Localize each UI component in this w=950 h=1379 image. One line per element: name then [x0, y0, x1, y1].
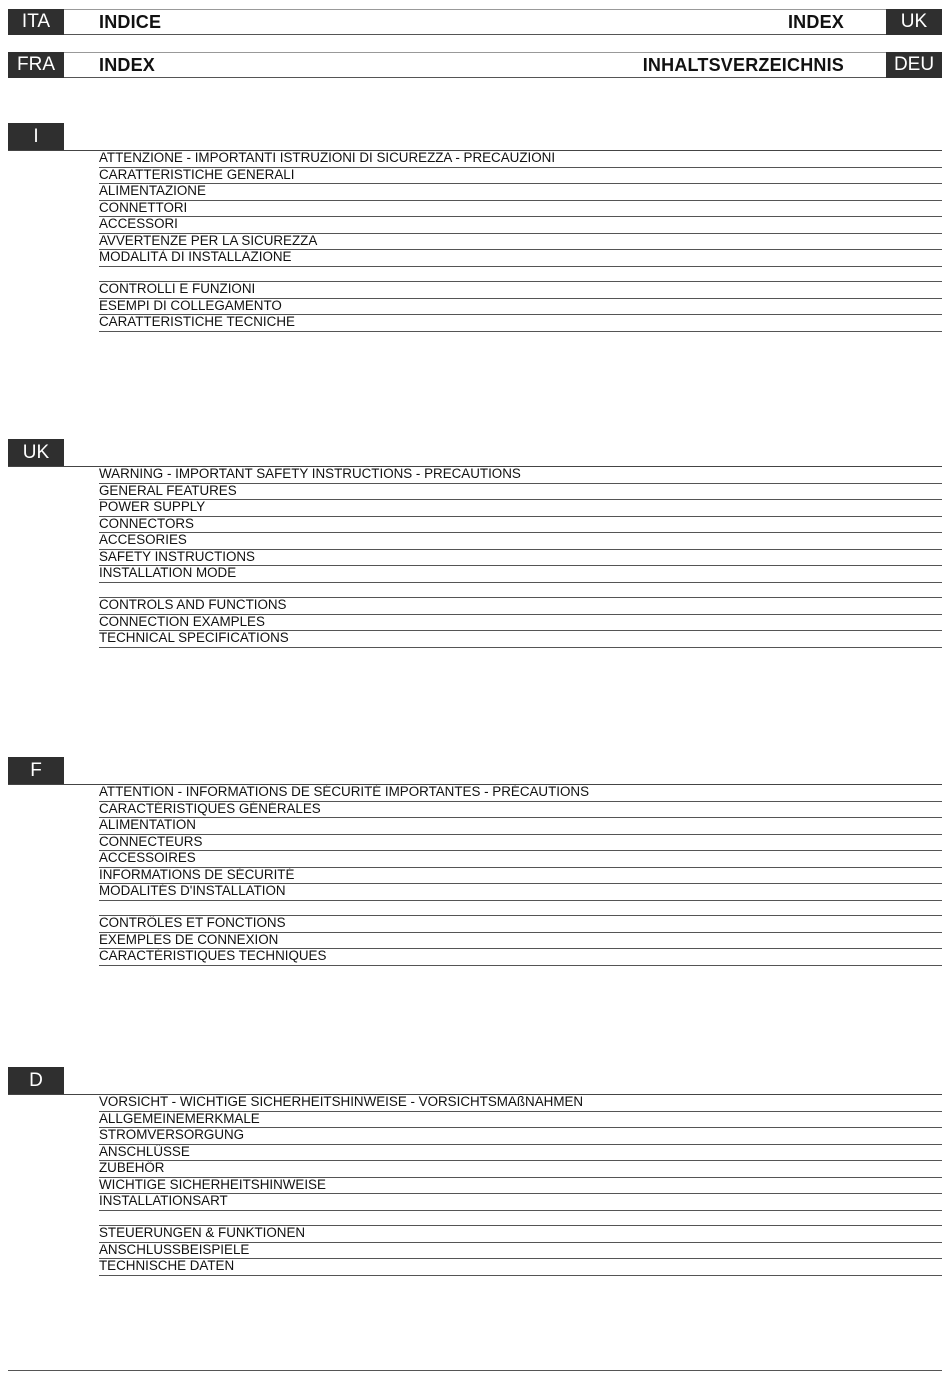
header-title-index-fra: INDEX	[99, 55, 156, 75]
header-title-inhaltsverzeichnis: INHALTSVERZEICHNIS	[642, 55, 844, 75]
toc-item[interactable]: MODALITÀ DI INSTALLAZIONE	[99, 250, 942, 267]
language-tag-deu: DEU	[886, 52, 942, 78]
toc-item[interactable]: WICHTIGE SICHERHEITSHINWEISE	[99, 1178, 942, 1195]
toc-item[interactable]: ALIMENTATION	[99, 818, 942, 835]
section-german	[8, 1067, 942, 1276]
toc-item[interactable]: CONTROLS AND FUNCTIONS	[99, 598, 942, 615]
toc-item[interactable]: ACCESSOIRES	[99, 851, 942, 868]
toc-item[interactable]: ALLGEMEINEMERKMALE	[99, 1112, 942, 1129]
toc-item[interactable]: EXEMPLES DE CONNEXION	[99, 933, 942, 950]
section-italian	[8, 123, 942, 332]
section-english	[8, 439, 942, 648]
toc-item[interactable]: ACCESORIES	[99, 533, 942, 550]
section-header	[8, 757, 942, 785]
header-ita-uk	[8, 9, 942, 35]
section-header	[8, 123, 942, 151]
toc-item[interactable]: STEUERUNGEN & FUNKTIONEN	[99, 1226, 942, 1243]
header-fra-deu	[8, 52, 942, 78]
toc-item[interactable]: TECHNISCHE DATEN	[99, 1259, 942, 1276]
footer-rule	[8, 1370, 942, 1371]
toc-spacer	[99, 1211, 942, 1227]
toc-item[interactable]: CONNETTORI	[99, 201, 942, 218]
toc-list	[99, 1095, 942, 1276]
toc-item[interactable]: ATTENTION - INFORMATIONS DE SÉCURITÉ IMPORTANTES - PRÉCAUTIONS	[99, 785, 942, 802]
toc-item[interactable]: AVVERTENZE PER LA SICUREZZA	[99, 234, 942, 251]
toc-spacer	[99, 901, 942, 917]
toc-item[interactable]: ATTENZIONE - IMPORTANTI ISTRUZIONI DI SICUREZZA - PRECAUZIONI	[99, 151, 942, 168]
toc-item[interactable]: INSTALLATIONSART	[99, 1194, 942, 1211]
toc-item[interactable]: CARACTÉRISTIQUES TECHNIQUES	[99, 949, 942, 966]
toc-list	[99, 785, 942, 966]
toc-item[interactable]: TECHNICAL SPECIFICATIONS	[99, 631, 942, 648]
toc-list	[99, 151, 942, 332]
header-title-indice: INDICE	[99, 12, 162, 32]
section-tag-i: I	[8, 123, 64, 150]
section-header	[8, 439, 942, 467]
section-tag-f: F	[8, 757, 64, 784]
toc-item[interactable]: CONNECTEURS	[99, 835, 942, 852]
toc-item[interactable]: ANSCHLÜSSE	[99, 1145, 942, 1162]
toc-item[interactable]: WARNING - IMPORTANT SAFETY INSTRUCTIONS - PRECAUTIONS	[99, 467, 942, 484]
section-header	[8, 1067, 942, 1095]
toc-spacer	[99, 267, 942, 283]
toc-item[interactable]: INFORMATIONS DE SÉCURITÉ	[99, 868, 942, 885]
toc-item[interactable]: SAFETY INSTRUCTIONS	[99, 550, 942, 567]
language-tag-ita: ITA	[8, 9, 64, 35]
toc-item[interactable]: GENERAL FEATURES	[99, 484, 942, 501]
section-french	[8, 757, 942, 966]
toc-item[interactable]: MODALITÉS D'INSTALLATION	[99, 884, 942, 901]
toc-spacer	[99, 583, 942, 599]
toc-item[interactable]: CONTROLLI E FUNZIONI	[99, 282, 942, 299]
toc-item[interactable]: CONNECTION EXAMPLES	[99, 615, 942, 632]
toc-item[interactable]: ANSCHLUSSBEISPIELE	[99, 1243, 942, 1260]
toc-item[interactable]: CARATTERISTICHE GENERALI	[99, 168, 942, 185]
toc-item[interactable]: CARACTÉRISTIQUES GÉNÉRALES	[99, 802, 942, 819]
toc-item[interactable]: STROMVERSORGUNG	[99, 1128, 942, 1145]
toc-item[interactable]: ZUBEHÖR	[99, 1161, 942, 1178]
toc-item[interactable]: INSTALLATION MODE	[99, 566, 942, 583]
language-tag-fra: FRA	[8, 52, 64, 78]
toc-item[interactable]: ACCESSORI	[99, 217, 942, 234]
section-tag-d: D	[8, 1067, 64, 1094]
toc-item[interactable]: CONTRÔLES ET FONCTIONS	[99, 916, 942, 933]
toc-item[interactable]: ESEMPI DI COLLEGAMENTO	[99, 299, 942, 316]
toc-item[interactable]: ALIMENTAZIONE	[99, 184, 942, 201]
toc-list	[99, 467, 942, 648]
toc-item[interactable]: CONNECTORS	[99, 517, 942, 534]
toc-item[interactable]: VORSICHT - WICHTIGE SICHERHEITSHINWEISE - VORSICHTSMAßNAHMEN	[99, 1095, 942, 1112]
toc-item[interactable]: CARATTERISTICHE TECNICHE	[99, 315, 942, 332]
section-tag-uk: UK	[8, 439, 64, 466]
header-title-index-uk: INDEX	[787, 12, 844, 32]
language-tag-uk: UK	[886, 9, 942, 35]
toc-item[interactable]: POWER SUPPLY	[99, 500, 942, 517]
